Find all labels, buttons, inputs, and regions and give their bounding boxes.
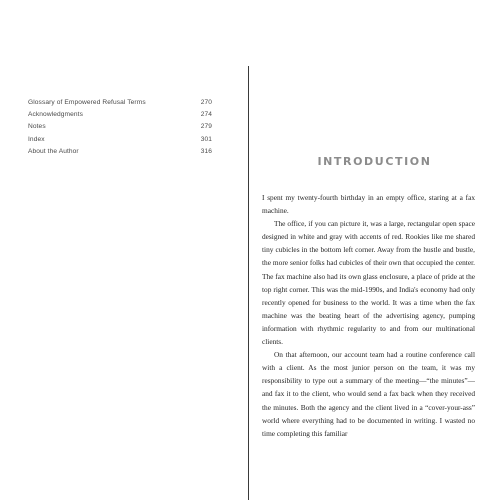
- toc-entry-page: 274: [200, 111, 212, 119]
- toc-entry-title: Index: [28, 135, 45, 143]
- chapter-title: INTRODUCTION: [317, 155, 432, 168]
- toc-entry: [28, 148, 212, 160]
- toc-entry-title: About the Author: [28, 147, 79, 155]
- toc-entry: [28, 99, 212, 111]
- right-page: [249, 0, 500, 500]
- toc-entry: [28, 111, 212, 123]
- toc-entry-title: Glossary of Empowered Refusal Terms: [28, 99, 146, 106]
- left-page: [0, 0, 248, 500]
- toc-entry-title: Notes: [28, 123, 46, 131]
- paragraph: The office, if you can picture it, was a large, rectangular open space designed in white and gray with accents of red. Rookies like me shared tiny cubicles in the bottom left corner. Away from the hustle and bustle, the more senior folks had cubicles of their own that occupied the center. The fax machine also had its own glass enclosure, a place of pride at the top right corner. This was the mid-1990s, and India's economy had only recently opened for business to the world. It was a time when the fax machine was the beating heart of the advertising agency, pumping information with rhythmic regularity to and from our multinational clients.: [262, 219, 475, 347]
- toc-entry-page: 279: [200, 123, 212, 131]
- paragraph: I spent my twenty-fourth birthday in an empty office, staring at a fax machine.: [262, 193, 475, 216]
- toc-entry-page: 316: [200, 147, 212, 155]
- toc-entry: [28, 123, 212, 135]
- paragraph: On that afternoon, our account team had a routine conference call with a client. As the most junior person on the team, it was my responsibility to type out a summary of the meeting—“the minutes”—and fax it to the client, who would send a fax back when they received the minutes. Both the agency and the client lived in a “cover-your-ass” world where everything had to be documented in writing. I wasted no time completing this familiar: [262, 350, 475, 438]
- toc-entry: [28, 136, 212, 148]
- table-of-contents: [28, 99, 212, 160]
- toc-entry-page: 301: [200, 135, 212, 143]
- toc-entry-page: 270: [200, 99, 212, 106]
- toc-entry-title: Acknowledgments: [28, 111, 84, 119]
- body-text: [262, 191, 475, 440]
